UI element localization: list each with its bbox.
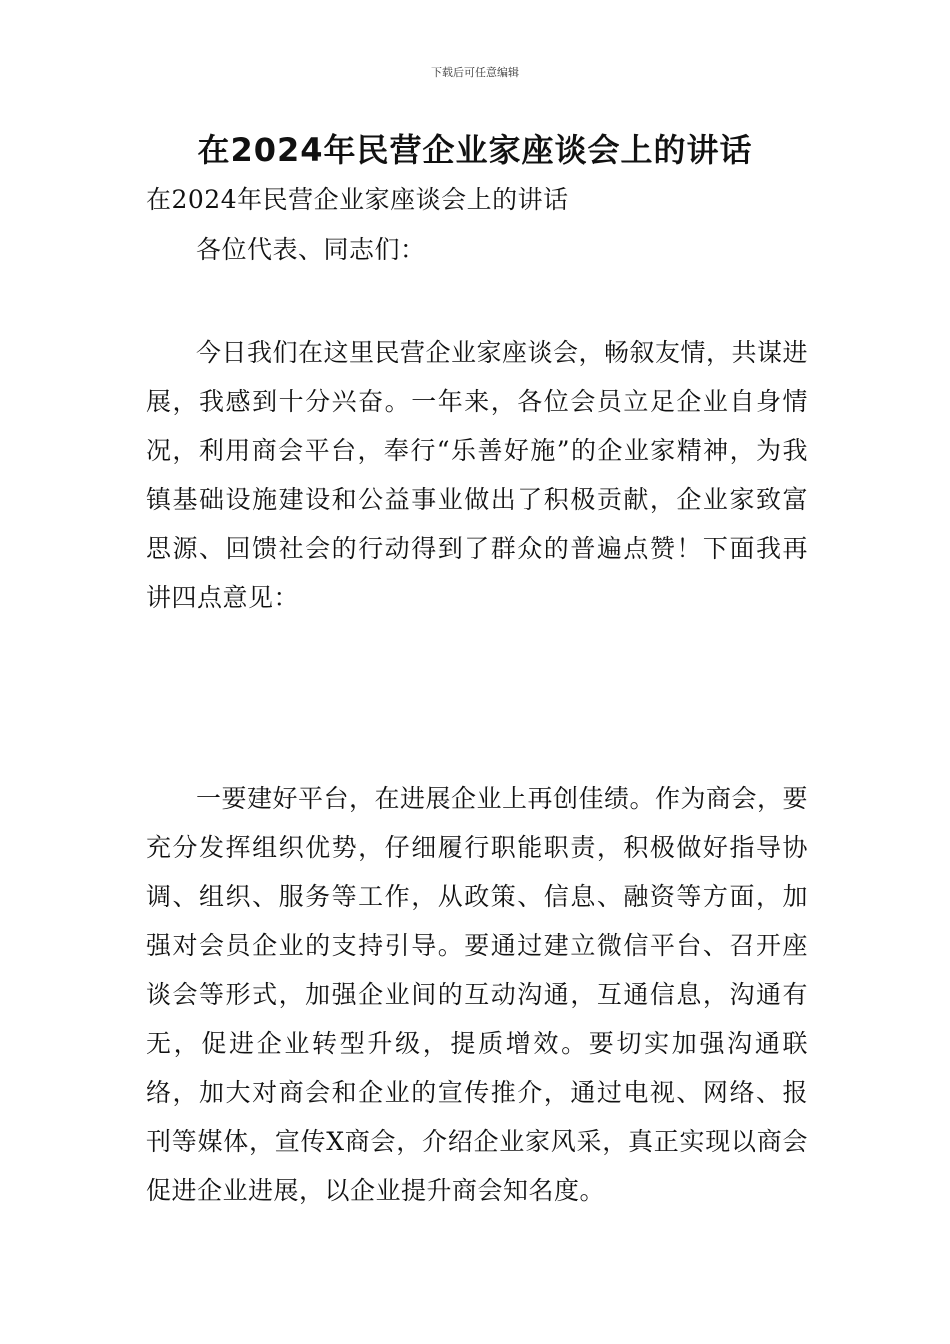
document-subtitle: 在2024年民营企业家座谈会上的讲话 — [146, 185, 569, 214]
paragraph-opening: 今日我们在这里民营企业家座谈会，畅叙友情，共谋进展，我感到十分兴奋。一年来，各位会员立足企业自身情况，利用商会平台，奉行“乐善好施”的企业家精神，为我镇基础设施建设和公益事业做出了积极贡献，企业家致富思源、回馈社会的行动得到了群众的普遍点赞！下面我再讲四点意见： — [146, 338, 809, 612]
salutation: 各位代表、同志们： — [196, 235, 426, 264]
paragraph-point-one: 一要建好平台，在进展企业上再创佳绩。作为商会，要充分发挥组织优势，仔细履行职能职责，积极做好指导协调、组织、服务等工作，从政策、信息、融资等方面，加强对会员企业的支持引导。要通过建立微信平台、召开座谈会等形式，加强企业间的互动沟通，互通信息，沟通有无，促进企业转型升级，提质增效。要切实加强沟通联络，加大对商会和企业的宣传推介，通过电视、网络、报刊等媒体，宣传X商会，介绍企业家风采，真正实现以商会促进企业进展，以企业提升商会知名度。 — [146, 784, 809, 1205]
document-title: 在2024年民营企业家座谈会上的讲话 — [197, 131, 753, 169]
header-note: 下载后可任意编辑 — [431, 66, 519, 79]
